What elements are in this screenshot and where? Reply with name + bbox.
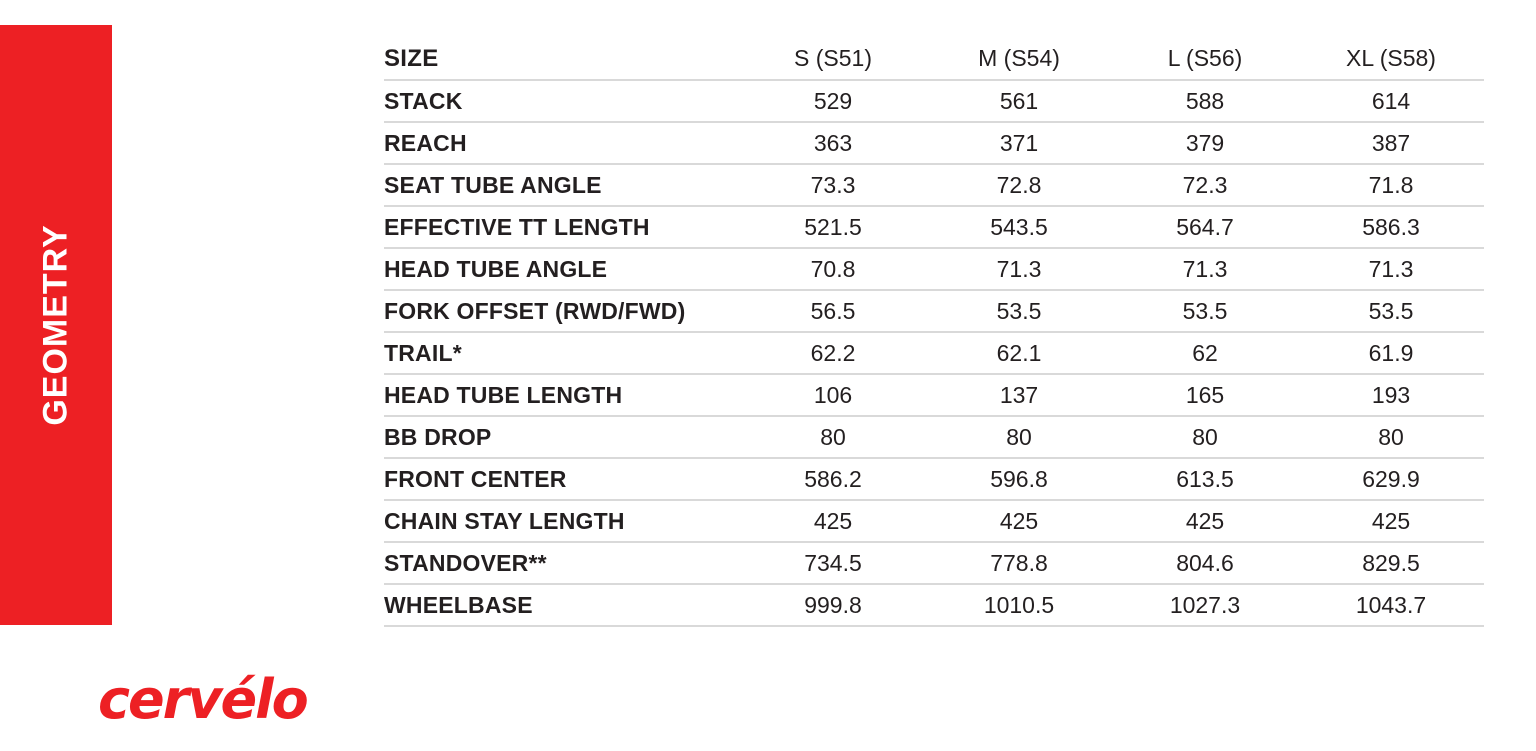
column-header-s [740,38,926,80]
cell-value: 165 [1112,374,1298,416]
cell-value: 53.5 [1298,290,1484,332]
cell-value: 71.3 [1112,248,1298,290]
cell-value: 425 [1298,500,1484,542]
table-row [384,80,1484,122]
cell-value: 80 [740,416,926,458]
cell-value: 137 [926,374,1112,416]
table-row [384,290,1484,332]
cell-value: 80 [1298,416,1484,458]
cell-value: 586.3 [1298,206,1484,248]
table-row [384,374,1484,416]
cell-value: 71.3 [926,248,1112,290]
column-size-l: L [1167,45,1180,71]
cell-value: 1043.7 [1298,584,1484,626]
table-row [384,248,1484,290]
row-label: EFFECTIVE TT LENGTH [384,206,740,248]
row-label: STANDOVER** [384,542,740,584]
cell-value: 61.9 [1298,332,1484,374]
cell-value: 425 [926,500,1112,542]
row-label: FRONT CENTER [384,458,740,500]
table-row [384,164,1484,206]
cell-value: 379 [1112,122,1298,164]
row-label: TRAIL* [384,332,740,374]
cell-value: 53.5 [1112,290,1298,332]
table-row [384,500,1484,542]
cell-value: 62 [1112,332,1298,374]
row-label: CHAIN STAY LENGTH [384,500,740,542]
cell-value: 425 [1112,500,1298,542]
cell-value: 71.8 [1298,164,1484,206]
column-size-m: M [978,45,998,71]
cell-value: 80 [926,416,1112,458]
geometry-banner-label: GEOMETRY [36,224,75,426]
cell-value: 62.1 [926,332,1112,374]
size-header-cell: SIZE [384,38,740,80]
geometry-banner [0,25,112,625]
row-label: REACH [384,122,740,164]
column-code-m: (S54) [1003,45,1060,71]
cell-value: 371 [926,122,1112,164]
cell-value: 564.7 [1112,206,1298,248]
cell-value: 71.3 [1298,248,1484,290]
column-code-xl: (S58) [1379,45,1436,71]
table-row [384,458,1484,500]
cell-value: 734.5 [740,542,926,584]
cell-value: 561 [926,80,1112,122]
cell-value: 613.5 [1112,458,1298,500]
table-header-row [384,38,1484,80]
cell-value: 529 [740,80,926,122]
cell-value: 72.3 [1112,164,1298,206]
table-body [384,80,1484,626]
column-size-s: S [794,45,810,71]
cell-value: 543.5 [926,206,1112,248]
row-label: SEAT TUBE ANGLE [384,164,740,206]
cervelo-logo: cervélo [98,668,307,731]
cell-value: 363 [740,122,926,164]
cell-value: 1027.3 [1112,584,1298,626]
table-row [384,542,1484,584]
cell-value: 588 [1112,80,1298,122]
cell-value: 1010.5 [926,584,1112,626]
row-label: HEAD TUBE LENGTH [384,374,740,416]
cell-value: 425 [740,500,926,542]
geometry-table [384,38,1484,627]
cell-value: 829.5 [1298,542,1484,584]
row-label: HEAD TUBE ANGLE [384,248,740,290]
cell-value: 70.8 [740,248,926,290]
table-row [384,122,1484,164]
row-label: STACK [384,80,740,122]
table-row [384,206,1484,248]
cell-value: 999.8 [740,584,926,626]
cell-value: 586.2 [740,458,926,500]
cell-value: 804.6 [1112,542,1298,584]
cell-value: 521.5 [740,206,926,248]
table-row [384,332,1484,374]
column-header-xl [1298,38,1484,80]
cell-value: 596.8 [926,458,1112,500]
row-label: WHEELBASE [384,584,740,626]
table-row [384,416,1484,458]
cell-value: 56.5 [740,290,926,332]
column-code-l: (S56) [1186,45,1243,71]
table-header [384,38,1484,80]
cell-value: 778.8 [926,542,1112,584]
cell-value: 614 [1298,80,1484,122]
column-size-xl: XL [1346,45,1374,71]
column-header-m [926,38,1112,80]
cell-value: 106 [740,374,926,416]
cell-value: 73.3 [740,164,926,206]
cell-value: 629.9 [1298,458,1484,500]
cell-value: 80 [1112,416,1298,458]
cell-value: 53.5 [926,290,1112,332]
table-row [384,584,1484,626]
cell-value: 387 [1298,122,1484,164]
column-code-s: (S51) [815,45,872,71]
cell-value: 193 [1298,374,1484,416]
geometry-table-container [384,38,1484,627]
cell-value: 72.8 [926,164,1112,206]
column-header-l [1112,38,1298,80]
cell-value: 62.2 [740,332,926,374]
row-label: BB DROP [384,416,740,458]
row-label: FORK OFFSET (RWD/FWD) [384,290,740,332]
